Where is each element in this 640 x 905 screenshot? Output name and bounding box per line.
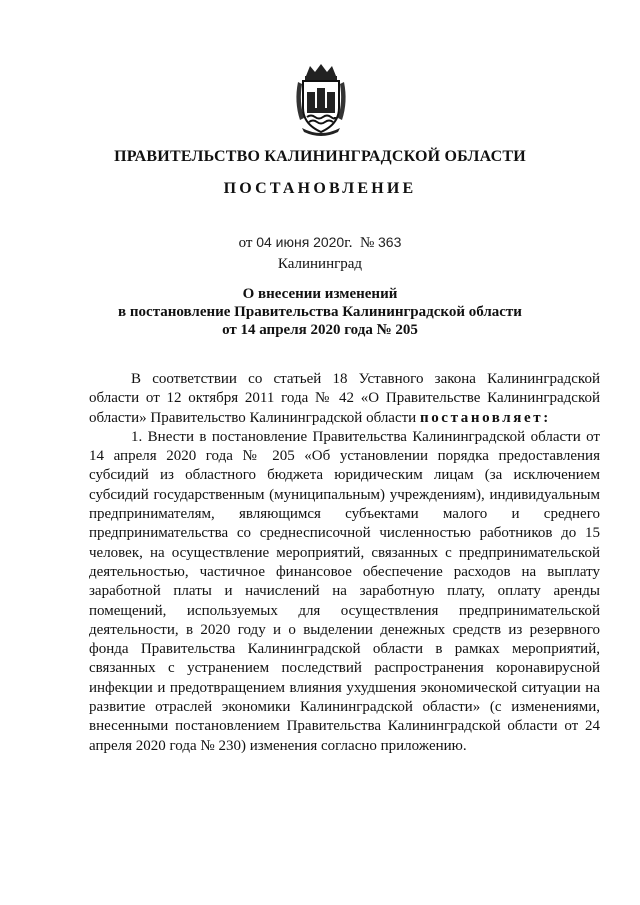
date-prefix: от — [238, 235, 253, 251]
city-name: Калининград — [277, 256, 363, 272]
item-1-paragraph: 1. Внести в постановление Правительства Калининградской области от 14 апреля 2020 года № 205 «Об установлении порядка предоставления субсидий из областного бюджета юридическим лицам (за исключением субсидий государственным (муниципальным) учреждениям), индивидуальным предпринимателям, являющимся субъектами малого и среднего предпринимательства со среднесписочной численностью работников до 15 человек, на осуществление мероприятий, связанных с предпринимательской деятельностью, частичное финансовое обеспечение расходов на выплату заработной платы и начислений на заработную плату, оплату аренды помещений, используемых для осуществления предпринимательской деятельности, в 2020 году и о выделении денежных средств из резервного фонда Правительства Калининградской области в рамках мероприятий, связанных с устранением последствий распространения коронавирусной инфекции и предотвращением влияния ухудшения экономической ситуации на развитие отраслей экономики Калининградской области» (с изменениями, внесенными постановлением Правительства Калининградской области от 24 апреля 2020 года № 230) изменения согласно приложению. — [89, 428, 600, 754]
date-number-line — [0, 234, 640, 252]
date-day-month: 04 июня — [256, 234, 310, 250]
decree-word: постановляет: — [419, 409, 551, 426]
coat-of-arms-icon — [292, 62, 350, 138]
subject-line-1: О внесении изменений — [242, 286, 398, 302]
year-suffix: г. — [344, 235, 353, 251]
subject-line-3: от 14 апреля 2020 года № 205 — [222, 322, 418, 338]
document-subject — [0, 285, 640, 339]
document-body — [89, 370, 600, 756]
organization-title: ПРАВИТЕЛЬСТВО КАЛИНИНГРАДСКОЙ ОБЛАСТИ — [114, 148, 526, 165]
preamble-paragraph — [89, 370, 600, 428]
document-type-title: ПОСТАНОВЛЕНИЕ — [223, 180, 417, 197]
preamble-text: В соответствии со статьей 18 Уставного закона Калининградской области от 12 октября 2011 года № 42 «О Правительстве Калининградской области» Правительство Калининградской области — [89, 371, 600, 426]
document-number: 363 — [378, 234, 402, 250]
subject-line-2: в постановление Правительства Калининградской области — [118, 304, 522, 320]
number-sign: № — [359, 235, 375, 251]
date-year: 2020 — [313, 234, 345, 250]
